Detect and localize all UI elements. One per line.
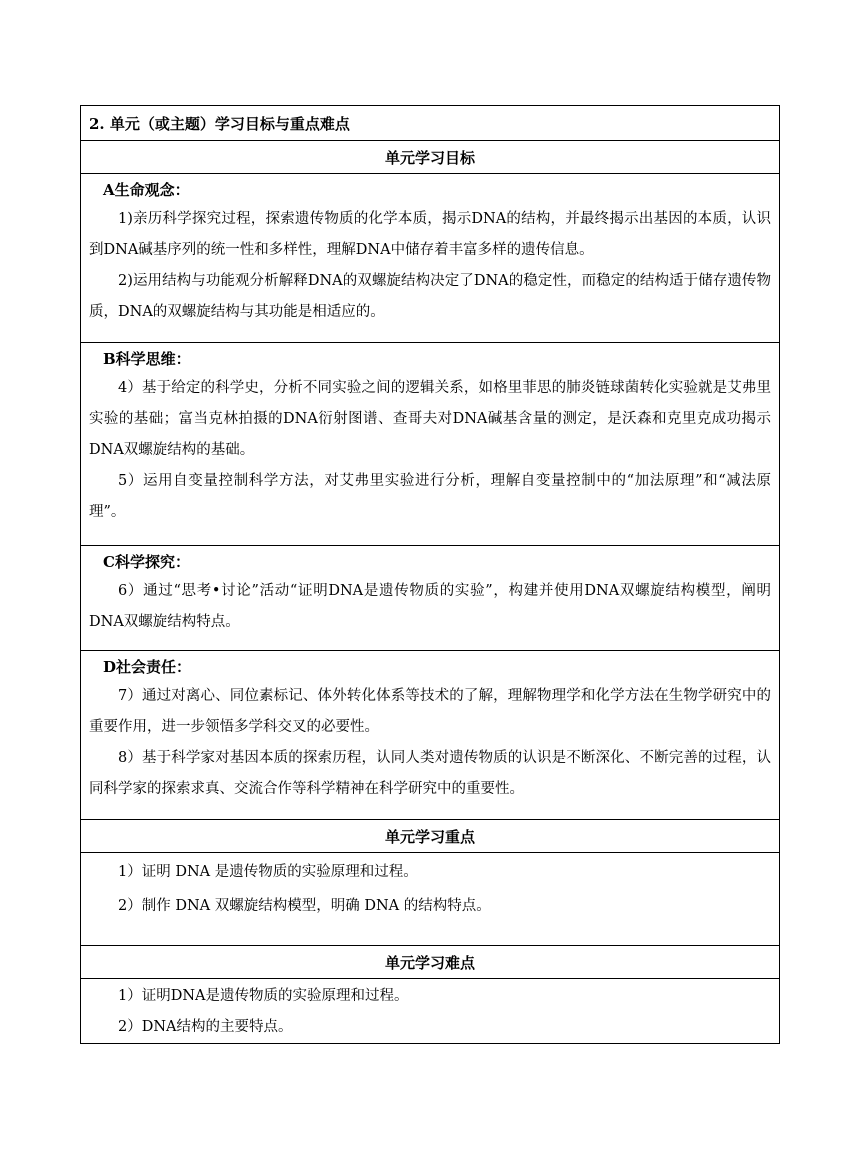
key-points-header: 单元学习重点 xyxy=(81,820,780,853)
key-point-item: 1）证明 DNA 是遗传物质的实验原理和过程。 xyxy=(118,864,418,880)
goal-group-heading: A生命观念： xyxy=(103,181,190,199)
goal-item: 7）通过对离心、同位素标记、体外转化体系等技术的了解，理解物理学和化学方法在生物学研究中的重要作用，进一步领悟多学科交叉的必要性。 xyxy=(89,688,771,735)
goal-group-scientific-inquiry xyxy=(81,546,780,651)
goal-group-life-concept xyxy=(81,174,780,343)
difficulties-header-row xyxy=(81,946,780,979)
goal-item: 5）运用自变量控制科学方法，对艾弗里实验进行分析，理解自变量控制中的“加法原理”和“减法原理”。 xyxy=(89,473,771,520)
goal-group-scientific-thinking xyxy=(81,343,780,546)
difficulties-header: 单元学习难点 xyxy=(81,946,780,979)
goal-group-heading: B科学思维： xyxy=(103,350,191,368)
goal-item: 8）基于科学家对基因本质的探索历程，认同人类对遗传物质的认识是不断深化、不断完善的过程，认同科学家的探索求真、交流合作等科学精神在科学研究中的重要性。 xyxy=(89,750,771,797)
key-points-header-row xyxy=(81,820,780,853)
goal-group-heading: D社会责任： xyxy=(103,658,192,676)
goal-group-heading: C科学探究： xyxy=(103,553,190,571)
objectives-table xyxy=(80,105,780,1044)
difficulty-item: 1）证明DNA是遗传物质的实验原理和过程。 xyxy=(118,988,409,1004)
key-points-row xyxy=(81,853,780,946)
difficulty-item: 2）DNA结构的主要特点。 xyxy=(118,1019,293,1035)
goals-header-row xyxy=(81,141,780,174)
section-title: 2. 单元（或主题）学习目标与重点难点 xyxy=(81,106,780,141)
difficulties-row xyxy=(81,979,780,1044)
goal-item: 2)运用结构与功能观分析解释DNA的双螺旋结构决定了DNA的稳定性，而稳定的结构适于储存遗传物质，DNA的双螺旋结构与其功能是相适应的。 xyxy=(89,273,771,320)
goals-header: 单元学习目标 xyxy=(81,141,780,174)
section-title-row xyxy=(81,106,780,141)
key-point-item: 2）制作 DNA 双螺旋结构模型，明确 DNA 的结构特点。 xyxy=(118,898,491,914)
goal-item: 6）通过“思考•讨论”活动“证明DNA是遗传物质的实验”，构建并使用DNA双螺旋结构模型，阐明DNA双螺旋结构特点。 xyxy=(89,583,771,630)
goal-item: 1)亲历科学探究过程，探索遗传物质的化学本质，揭示DNA的结构，并最终揭示出基因的本质，认识到DNA碱基序列的统一性和多样性，理解DNA中储存着丰富多样的遗传信息。 xyxy=(89,211,771,258)
goal-group-social-responsibility xyxy=(81,651,780,820)
goal-item: 4）基于给定的科学史，分析不同实验之间的逻辑关系，如格里菲思的肺炎链球菌转化实验就是艾弗里实验的基础；富当克林拍摄的DNA衍射图谱、查哥夫对DNA碱基含量的测定，是沃森和克里克成功揭示DNA双螺旋结构的基础。 xyxy=(89,380,771,458)
